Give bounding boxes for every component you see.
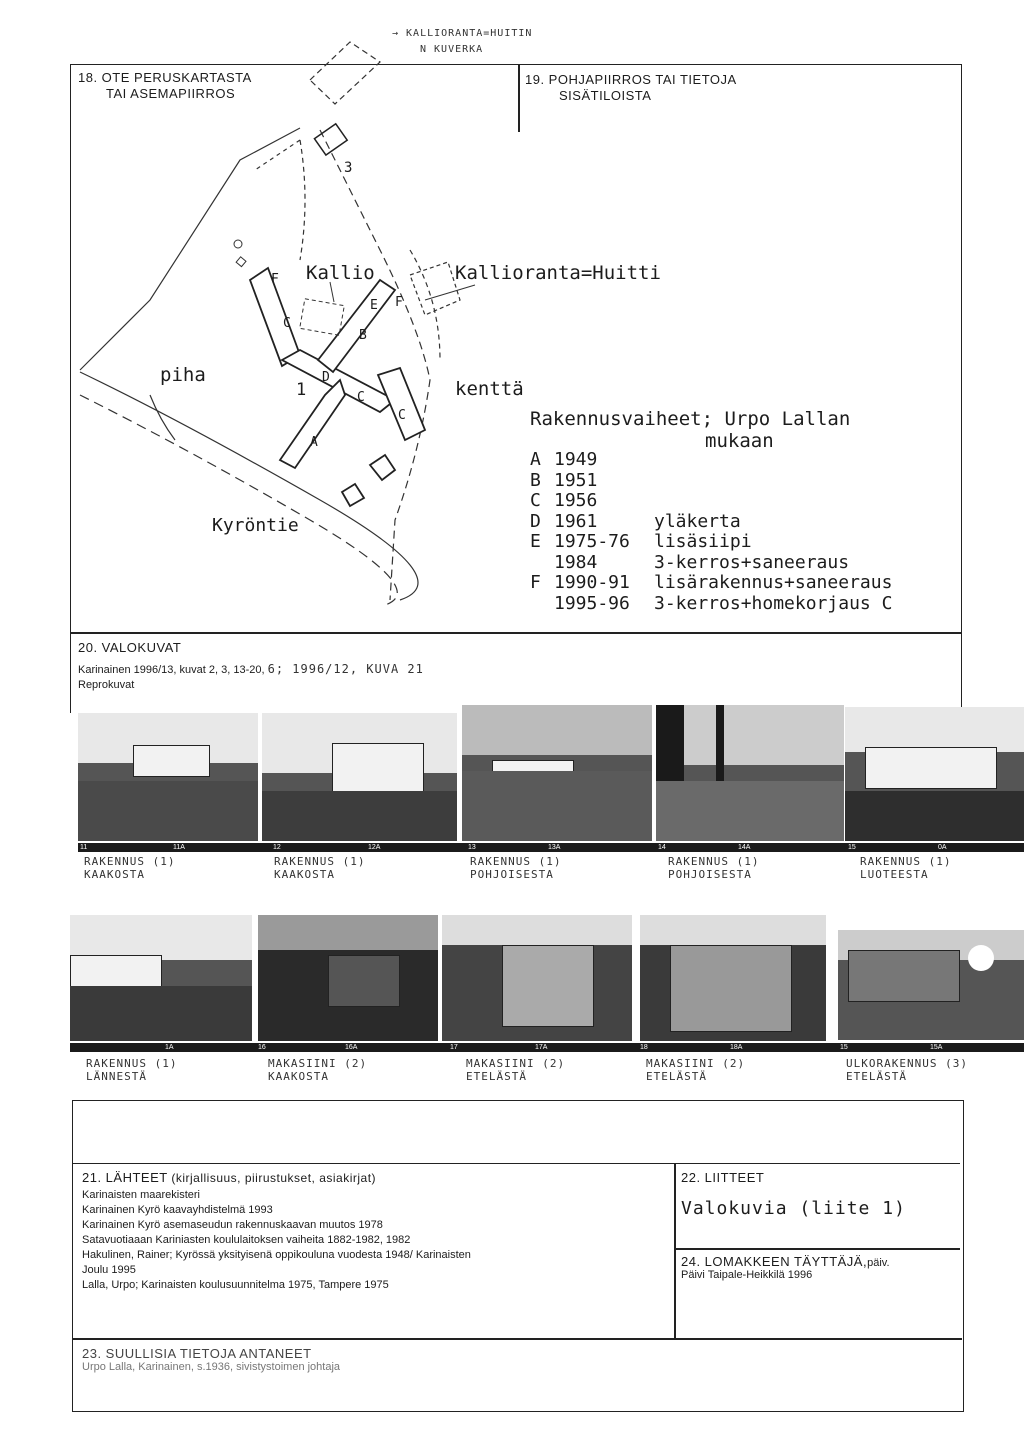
label-wing-C2: C — [357, 390, 365, 405]
section20-line1: Karinainen 1996/13, kuvat 2, 3, 13-20, 6; 1996/12, KUVA 21 — [78, 662, 424, 676]
label-wing-E: E — [370, 298, 378, 313]
caption-line1: RAKENNUS (1) — [274, 855, 366, 868]
phase-year: 1975-76 — [554, 531, 630, 552]
label-kallio: Kallio — [306, 262, 375, 284]
phase-label: A — [530, 449, 541, 470]
photo-14a — [656, 705, 844, 841]
phase-year: 1951 — [554, 469, 598, 491]
property-line — [80, 128, 300, 370]
phase-year: 1984 — [554, 551, 598, 573]
section22-value: Valokuvia (liite 1) — [681, 1198, 906, 1219]
phase-row — [530, 594, 892, 615]
strip-number: 16A — [345, 1044, 358, 1051]
caption-line2: KAAKOSTA — [274, 868, 335, 881]
caption-line1: ULKORAKENNUS (3) — [846, 1057, 968, 1070]
caption-line1: MAKASIINI (2) — [646, 1057, 746, 1070]
strip-number: 1A — [165, 1044, 174, 1051]
strip-number: 16 — [258, 1044, 266, 1051]
section23-divider — [72, 1338, 962, 1340]
label-building-3: 3 — [344, 160, 353, 176]
caption-line2: LUOTEESTA — [860, 868, 929, 881]
strip-number: 17A — [535, 1044, 548, 1051]
label-kentta: kenttä — [455, 378, 524, 400]
phase-row — [530, 471, 892, 492]
strip-number: 11A — [173, 844, 185, 851]
caption-line2: ETELÄSTÄ — [646, 1070, 707, 1083]
phase-note: 3-kerros+homekorjaus C — [654, 592, 893, 614]
label-wing-C1: C — [283, 316, 291, 331]
photo-row-1 — [70, 705, 1024, 905]
strip-number: 13A — [548, 844, 561, 851]
source-line: Hakulinen, Rainer; Kyrössä yksityisenä oppikouluna vuodesta 1948/ Karinaisten — [82, 1249, 471, 1261]
phase-label: F — [530, 572, 541, 593]
section18-title: 18. OTE PERUSKARTASTA TAI ASEMAPIIRROS — [78, 70, 252, 101]
film-strip-row2 — [70, 1043, 1024, 1052]
phase-row — [530, 553, 892, 574]
photo-caption — [268, 1057, 367, 1083]
photo-0a — [845, 707, 1024, 841]
caption-line2: ETELÄSTÄ — [846, 1070, 907, 1083]
strip-number: 12 — [273, 844, 281, 851]
caption-line1: RAKENNUS (1) — [84, 855, 176, 868]
label-wing-F2: F — [395, 295, 403, 310]
strip-number: 15A — [930, 1044, 943, 1051]
label-kallioranta: Kallioranta=Huitti — [455, 262, 661, 284]
source-line: Karinainen Kyrö asemaseudun rakennuskaavan muutos 1978 — [82, 1219, 383, 1231]
strip-number: 12A — [368, 844, 381, 851]
section20-line2: Reprokuvat — [78, 679, 135, 691]
dashed-plot-boundary — [310, 42, 380, 104]
phase-label: C — [530, 490, 541, 511]
photo-caption — [84, 855, 175, 881]
caption-line2: LÄNNESTÄ — [86, 1070, 147, 1083]
caption-line1: RAKENNUS (1) — [470, 855, 562, 868]
section20-title: 20. VALOKUVAT — [78, 640, 182, 655]
source-line: Joulu 1995 — [82, 1264, 136, 1276]
section24-value: Päivi Taipale-Heikkilä 1996 — [681, 1269, 813, 1281]
label-one: 1 — [296, 380, 307, 400]
photo-1a — [70, 915, 252, 1041]
phases-heading: Rakennusvaiheet; Urpo Lallan mukaan — [530, 408, 851, 452]
sources-list — [82, 1188, 667, 1293]
section19-title: 19. POHJAPIIRROS TAI TIETOJA SISÄTILOISTA — [525, 72, 737, 103]
photo-12a — [262, 713, 457, 841]
caption-line2: ETELÄSTÄ — [466, 1070, 527, 1083]
strip-number: 18A — [730, 1044, 743, 1051]
photo-caption — [86, 1057, 177, 1083]
strip-number: 15 — [848, 844, 856, 851]
phase-row — [530, 573, 892, 594]
photo-caption — [274, 855, 365, 881]
strip-number: 15 — [840, 1044, 848, 1051]
photo-11a — [78, 713, 258, 841]
photo-caption — [668, 855, 759, 881]
phase-row — [530, 450, 892, 471]
building-3 — [314, 124, 347, 155]
header-note-line1: → KALLIORANTA=HUITIN — [392, 28, 533, 39]
phase-note: lisärakennus+saneeraus — [654, 572, 893, 593]
kallioranta-building — [410, 262, 460, 315]
phase-note: lisäsiipi — [654, 531, 752, 552]
phase-row — [530, 532, 892, 553]
caption-line1: RAKENNUS (1) — [668, 855, 760, 868]
photo-17a — [442, 915, 632, 1041]
small-building-2 — [342, 484, 364, 506]
wing-E — [318, 280, 395, 372]
label-wing-B: B — [359, 328, 367, 343]
photo-15a — [838, 930, 1024, 1040]
phases-table — [530, 450, 892, 614]
section21-title: 21. LÄHTEET (kirjallisuus, piirustukset, asiakirjat) — [82, 1170, 377, 1185]
source-line: Satavuotiaaan Kariniasten koululaitoksen vaiheita 1882-1982, 1982 — [82, 1234, 411, 1246]
phase-year: 1961 — [554, 510, 598, 532]
section23-value: Urpo Lalla, Karinainen, s.1936, sivistystoimen johtaja — [82, 1361, 341, 1373]
strip-number: 11 — [80, 844, 88, 851]
source-line: Lalla, Urpo; Karinaisten koulusuunnitelma 1975, Tampere 1975 — [82, 1279, 389, 1291]
photo-caption — [466, 1057, 565, 1083]
phase-row — [530, 491, 892, 512]
section23-title: 23. SUULLISIA TIETOJA ANTANEET — [82, 1346, 312, 1361]
section24-title: 24. LOMAKKEEN TÄYTTÄJÄ,päiv. — [681, 1254, 890, 1269]
section22-title: 22. LIITTEET — [681, 1170, 765, 1185]
phase-label: D — [530, 510, 541, 532]
film-strip-row1 — [78, 843, 1024, 852]
phase-year: 1956 — [554, 490, 598, 511]
phase-label: B — [530, 469, 541, 491]
photo-caption — [470, 855, 561, 881]
phase-label: E — [530, 531, 541, 552]
photo-row-2 — [0, 905, 1024, 1100]
phase-year: 1949 — [554, 449, 598, 470]
label-kyrontie: Kyröntie — [212, 515, 299, 536]
photo-18a — [640, 915, 826, 1041]
strip-number: 14A — [738, 844, 751, 851]
phase-row — [530, 512, 892, 533]
caption-line2: POHJOISESTA — [668, 868, 752, 881]
label-piha: piha — [160, 364, 206, 386]
strip-number: 0A — [938, 844, 947, 851]
label-wing-F: F — [271, 272, 279, 287]
caption-line1: RAKENNUS (1) — [860, 855, 952, 868]
phase-year: 1995-96 — [554, 592, 630, 614]
photo-16a — [258, 915, 438, 1041]
photo-13a — [462, 705, 652, 841]
caption-line2: KAAKOSTA — [84, 868, 145, 881]
strip-number: 13 — [468, 844, 476, 851]
phase-year: 1990-91 — [554, 572, 630, 593]
photo-caption — [646, 1057, 745, 1083]
phase-note: yläkerta — [654, 510, 741, 532]
source-line: Karinaisten maarekisteri — [82, 1189, 200, 1201]
caption-line2: POHJOISESTA — [470, 868, 554, 881]
phase-note: 3-kerros+saneeraus — [654, 551, 850, 573]
strip-number: 18 — [640, 1044, 648, 1051]
label-wing-D: D — [322, 370, 330, 385]
photo-caption — [860, 855, 951, 881]
strip-number: 14 — [658, 844, 666, 851]
caption-line1: MAKASIINI (2) — [268, 1057, 368, 1070]
source-line: Karinainen Kyrö kaavayhdistelmä 1993 — [82, 1204, 273, 1216]
strip-number: 17 — [450, 1044, 458, 1051]
caption-line1: RAKENNUS (1) — [86, 1057, 178, 1070]
header-note-line2: N KUVERKA — [420, 44, 484, 55]
label-wing-C3: C — [398, 408, 406, 423]
wing-A — [280, 380, 345, 468]
label-wing-A: A — [310, 435, 318, 450]
lower-vertical-divider — [674, 1163, 676, 1338]
section22-24-divider — [674, 1248, 960, 1250]
photo-caption — [846, 1057, 968, 1083]
lower-divider — [72, 1163, 960, 1164]
caption-line1: MAKASIINI (2) — [466, 1057, 566, 1070]
kallio-dashed-building — [300, 299, 345, 335]
caption-line2: KAAKOSTA — [268, 1070, 329, 1083]
small-building-1 — [370, 455, 395, 480]
